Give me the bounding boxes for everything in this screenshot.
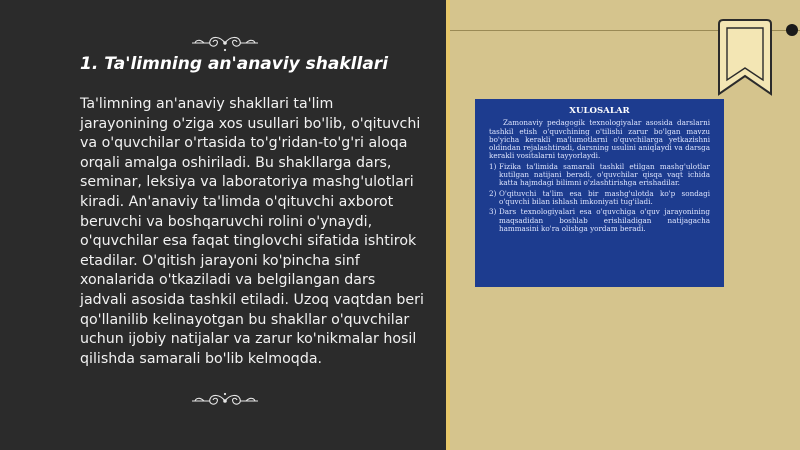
- list-item-number: 2): [489, 188, 497, 198]
- list-item-text: Dars texnologiyalari esa o'quvchiga o'quv jarayonining maqsadidan boshlab erishiladigan natijagacha hammasini ko'ra olishga yordam beradi.: [499, 207, 710, 233]
- list-item-number: 1): [489, 161, 497, 171]
- decorative-dot: [786, 24, 798, 36]
- list-item: [489, 163, 710, 188]
- ornament-flourish-icon: [190, 390, 260, 412]
- list-item: [489, 208, 710, 233]
- ornament-flourish-icon: [190, 32, 260, 54]
- list-item-text: O'qituvchi ta'lim esa bir mashg'ulotda ko'p sondagi o'quvchi bilan ishlash imkoniyati tug'iladi.: [499, 188, 710, 206]
- summary-box: [475, 99, 724, 287]
- list-item-text: Fizika ta'limida samarali tashkil etilgan mashg'ulotlar kutilgan natijani beradi, o'quvchilar qisqa vaqt ichida katta hajmdagi bilimni o'zlashtirishga erishadilar.: [499, 161, 710, 188]
- list-item: [489, 190, 710, 207]
- summary-heading: XULOSALAR: [569, 106, 630, 116]
- summary-list: [489, 163, 710, 233]
- summary-intro: Zamonaviy pedagogik texnologiyalar asosida darslarni tashkil etish o'quvchining o'tilishi zarur bo'lgan mavzu bo'yicha kerakli ma'lumotlarni o'quvchilarga yetkazishni oldindan rejalashtiradi, darsning usulini aniqlaydi va darsga kerakli vositalarni tayyorlaydi.: [489, 118, 710, 161]
- list-item-number: 3): [489, 207, 497, 217]
- slide-body-text: Ta'limning an'anaviy shakllari ta'lim jarayonining o'ziga xos usullari bo'lib, o'qituvchi va o'quvchilar o'rtasida to'g'ridan-to'g'ri aloqa orqali amalga oshiriladi. Bu shakllarga dars, seminar, leksiya va laboratoriya mashg'ulotlari kiradi. An'anaviy ta'limda o'qituvchi axborot beruvchi va boshqaruvchi rolini o'ynaydi, o'quvchilar esa faqat tinglovchi sifatida ishtirok etadilar. O'qitish jarayoni ko'pincha sinf xonalarida o'tkaziladi va belgilangan dars jadvali asosida tashkil etiladi. Uzoq vaqtdan beri qo'llanilib kelinayotgan bu shakllar o'quvchilar uchun ijobiy natijalar va zarur ko'nikmalar hosil qilishda samarali bo'lib kelmoqda.: [80, 96, 424, 367]
- bookmark-ribbon-icon: [717, 18, 773, 98]
- slide-title: 1. Ta'limning an'anaviy shakllari: [80, 54, 389, 74]
